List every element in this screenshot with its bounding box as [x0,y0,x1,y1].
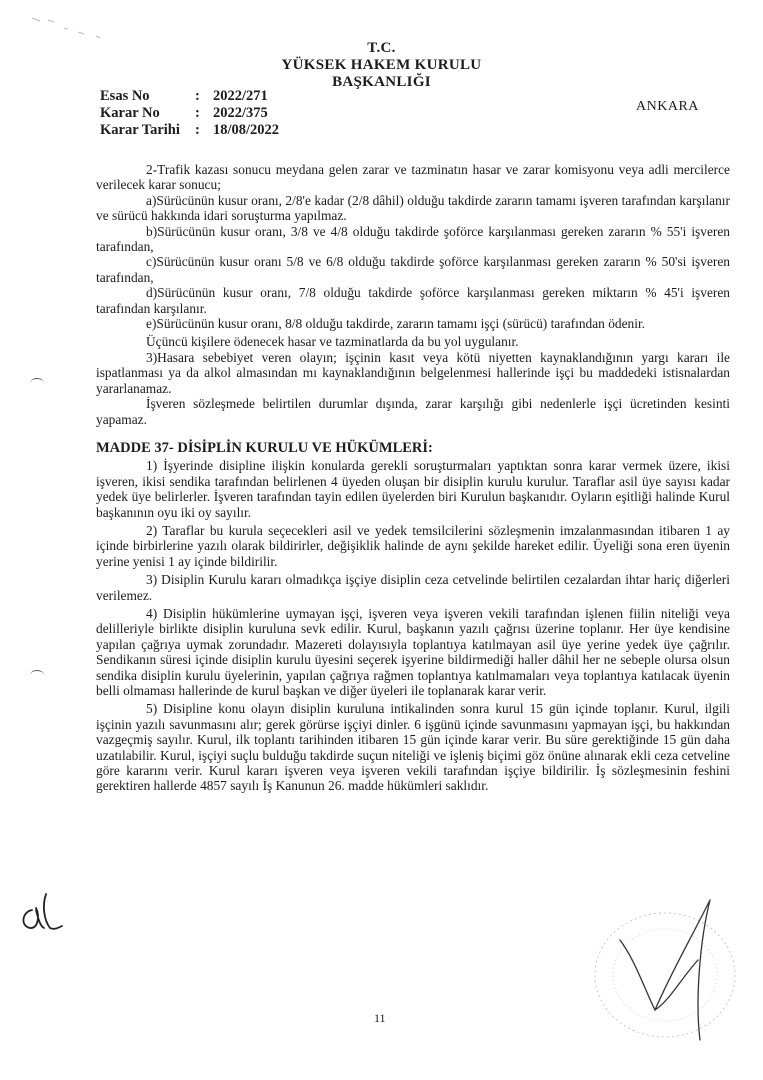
esas-label: Esas No [100,88,150,104]
article-37-title: MADDE 37- DİSİPLİN KURULU VE HÜKÜMLERİ: [96,439,433,456]
case-meta [100,88,300,140]
paragraph-item-3: 3)Hasara sebebiyet veren olayın; işçinin kasıt veya kötü niyetten kaynaklandığının yargı kararı ile ispatlanması ya da alkol almasından mı kaynaklandığının belgelenmesi hallerinde işçi bu maddedeki istisnalardan yararlanamaz. [96,349,730,396]
karar-label: Karar No [100,105,160,121]
tarih-value: 18/08/2022 [213,122,280,138]
punch-hole-mark [30,670,44,680]
page-number: 11 [374,1011,386,1025]
karar-colon: : [195,105,200,121]
header-presidency: BAŞKANLIĞI [332,74,431,90]
paragraph-item-b: b)Sürücünün kusur oranı, 3/8 ve 4/8 olduğu takdirde şoförce karşılanması gereken zararın % 55'i işveren tarafından, [96,223,730,255]
scan-marks-decoration [30,12,110,42]
paragraph-traffic-accident: 2-Trafik kazası sonucu meydana gelen zarar ve tazminatın hasar ve zarar komisyonu veya adli mercilerce verilecek karar sonucu; [96,162,730,193]
meta-row-tarih [100,122,300,138]
official-stamp-signature-graphic [560,880,760,1050]
header-institution: YÜKSEK HAKEM KURULU [281,57,482,73]
city-label: ANKARA [636,99,699,114]
meta-row-karar [100,105,300,121]
esas-colon: : [195,88,200,104]
paragraph-deduction: İşveren sözleşmede belirtilen durumlar dışında, zarar karşılığı gibi nedenlerle işçi ücretinden kesinti yapamaz. [96,396,730,427]
tarih-label: Karar Tarihi [100,122,180,138]
document-body [96,162,730,794]
handwritten-initials-graphic [16,888,66,936]
punch-hole-mark [30,378,44,388]
esas-value: 2022/271 [213,88,268,104]
paragraph-item-d: d)Sürücünün kusur oranı, 7/8 olduğu takdirde şoförce karşılanması gereken miktarın % 45'i işveren tarafından karşılanır. [96,285,730,316]
meta-row-esas [100,88,300,104]
paragraph-third-parties: Üçüncü kişilere ödenecek hasar ve tazminatlarda da bu yol uygulanır. [146,334,519,350]
paragraph-item-a: a)Sürücünün kusur oranı, 2/8'e kadar (2/8 dâhil) olduğu takdirde zararın tamamı işveren tarafından karşılanır ve sürücü hakkında idari soruşturma yapılmaz. [96,192,730,224]
article-37-paragraph-5: 5) Disipline konu olayın disiplin kuruluna intikalinden sonra kurul 15 gün içinde toplanır. Kurul, ilgili işçinin yazılı savunmasını alır; gerek görürse işçiyi dinler. 6 işgünü içinde savunmasını yapmayan işçi, bu hakkından vazgeçmiş sayılır. Kurul, ilk toplantı tarihinden itibaren 15 gün içinde karar verir. Bu süre gerektiğinde 15 gün daha uzatılabilir. Kurul, işçiyi suçlu bulduğu takdirde suçun niteliği ve işleniş biçimi göz önüne alınarak ekli ceza cetveline göre kararını verir. Kurul kararı işveren veya işveren vekili tarafından işçiye bildirilir. İş sözleşmesinin feshini gerektiren hallerde 4857 sayılı İş Kanunun 26. madde hükümleri saklıdır. [96,701,730,794]
karar-value: 2022/375 [213,105,268,121]
paragraph-item-c: c)Sürücünün kusur oranı 5/8 ve 6/8 olduğu takdirde şoförce karşılanması gereken zararın % 50'si işveren tarafından, [96,254,730,285]
header-tc: T.C. [367,40,396,56]
article-37-paragraph-4: 4) Disiplin hükümlerine uymayan işçi, işveren veya işveren vekili tarafından işlenen fiilin niteliği veya delilleriyle birlikte disiplin kuruluna sevk edilir. Kurul, başkanın yazılı çağrısı üzerine toplanır. Her üye kendisine yapılan çağrıya uymak zorundadır. Mazereti dolayısıyla toplantıya katılmayan asil üye yerine yedek üye çağrılır. Sendikanın süresi içinde disiplin kurulu üyesini seçerek işyerine bildirmediği haller dâhil her ne sebeple olursa olsun sendika disiplin kurulu üyelerinin, yapılan çağrıya rağmen toplantıya katılmamaları veya toplantıya katılacak üyenin belli olmaması hallerinde de kurul başkan ve diğer üyeleri ile toplanarak karar verir. [96,605,730,698]
article-37-paragraph-1: 1) İşyerinde disipline ilişkin konularda gerekli soruşturmaları yaptıktan sonra karar vermek üzere, ikisi işveren, ikisi sendika tarafından belirlenen 4 üyeden oluşan bir disiplin kurulu kurulur. Taraflar asil üye sayısı kadar yedek üye belirlerler. İşveren tarafından tayin edilen üyelerden biri Kurulun başkanıdır. Oyların eşitliği halinde Kurul başkanının oyu iki oy sayılır. [96,458,730,520]
article-37-paragraph-2: 2) Taraflar bu kurula seçecekleri asil ve yedek temsilcilerini sözleşmenin imzalanmasından itibaren 1 ay içinde birbirlerine yazılı olarak bildirirler, değişiklik halinde de aynı şekilde hareket edilir. Üyeliği sona eren üyenin yerine yenisi 1 ay içinde bildirilir. [96,522,730,569]
paragraph-item-e: e)Sürücünün kusur oranı, 8/8 olduğu takdirde, zararın tamamı işçi (sürücü) tarafından ödenir. [146,316,646,332]
tarih-colon: : [195,122,200,138]
article-37-paragraph-3: 3) Disiplin Kurulu kararı olmadıkça işçiye disiplin ceza cetvelinde belirtilen cezalardan ihtar hariç diğerleri verilemez. [96,572,730,603]
